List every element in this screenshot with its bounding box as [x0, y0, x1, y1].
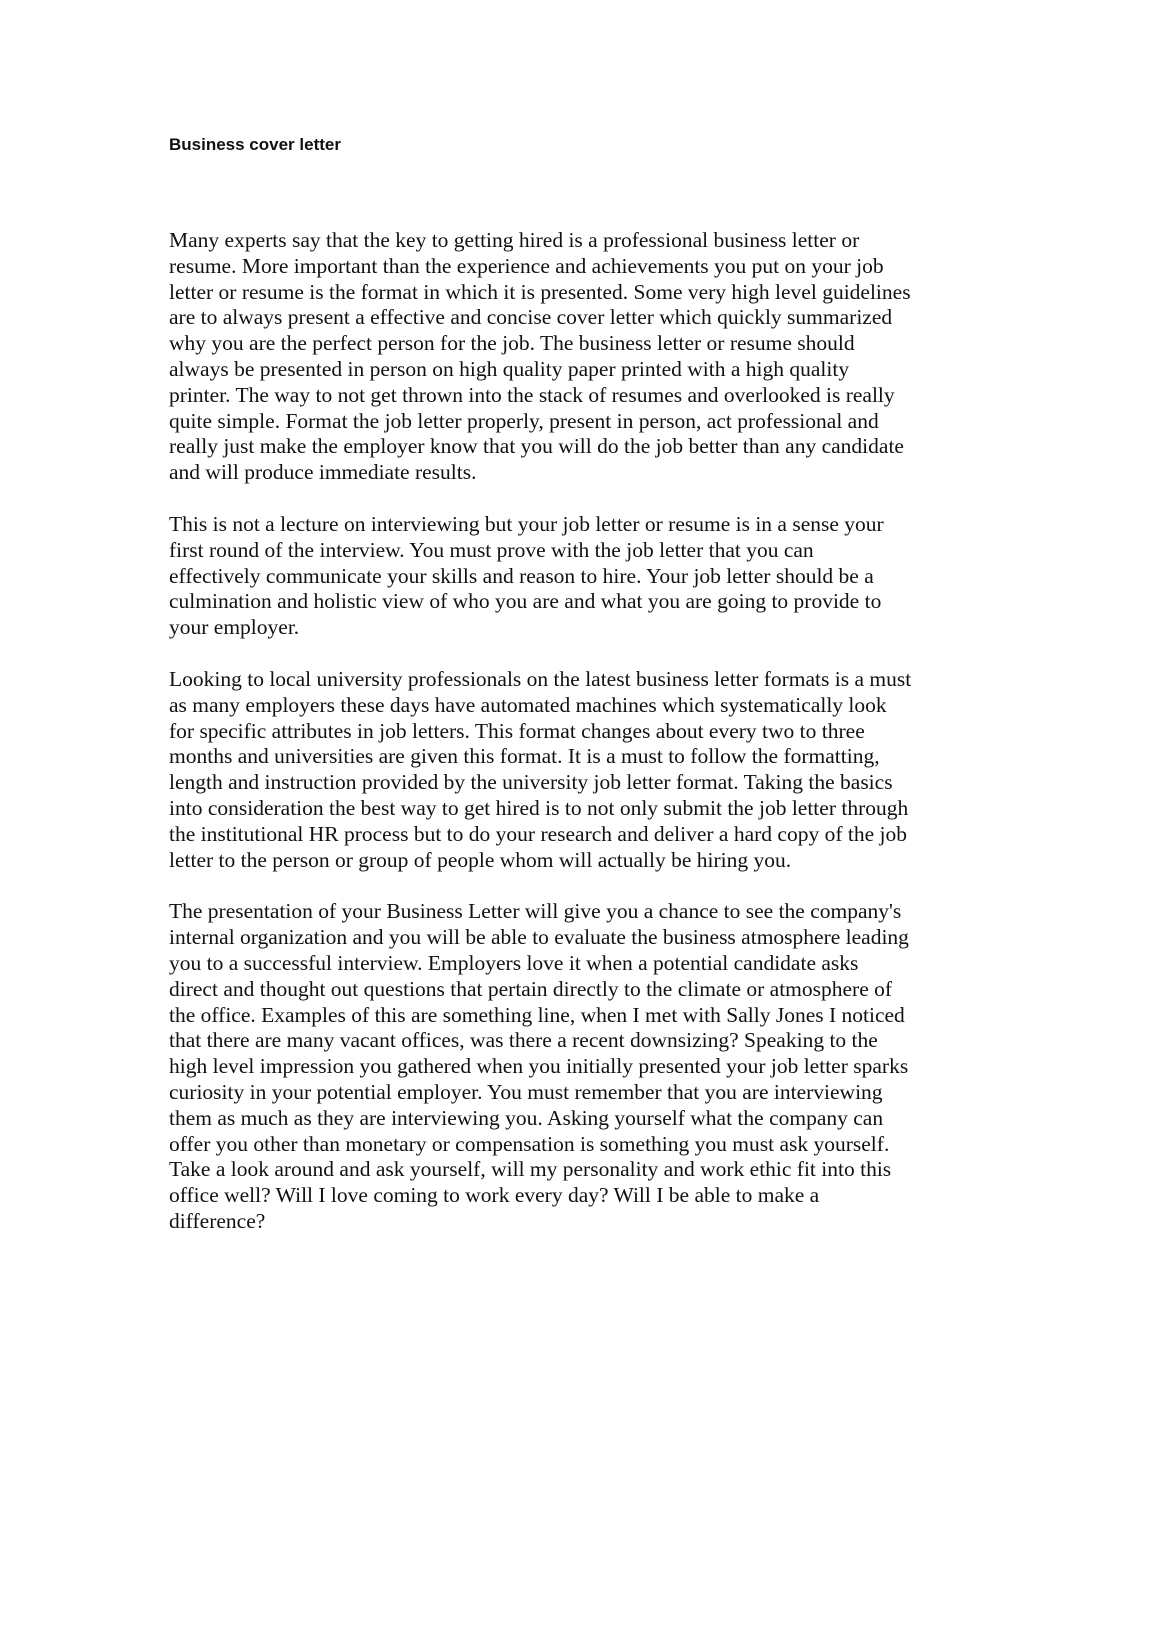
text-line: direct and thought out questions that pertain directly to the climate or atmosphere of [169, 976, 893, 1001]
text-line: them as much as they are interviewing you. Asking yourself what the company can [169, 1105, 884, 1130]
text-line: offer you other than monetary or compensation is something you must ask yourself. [169, 1131, 890, 1156]
document-title: Business cover letter [169, 135, 341, 154]
paragraph-4 [169, 899, 969, 1234]
text-line: printer. The way to not get thrown into the stack of resumes and overlooked is really [169, 382, 895, 407]
text-line: your employer. [169, 615, 300, 640]
text-line: This is not a lecture on interviewing but your job letter or resume is in a sense your [169, 511, 884, 536]
text-line: Many experts say that the key to getting hired is a professional business letter or [169, 228, 860, 252]
text-line: why you are the perfect person for the job. The business letter or resume should [169, 331, 855, 356]
text-line: the institutional HR process but to do your research and deliver a hard copy of the job [169, 821, 907, 846]
text-line: for specific attributes in job letters. This format changes about every two to three [169, 718, 865, 743]
text-line: high level impression you gathered when you initially presented your job letter sparks [169, 1054, 909, 1079]
text-line: Looking to local university professionals on the latest business letter formats is a must [169, 666, 912, 691]
text-line: always be presented in person on high quality paper printed with a high quality [169, 356, 850, 381]
text-line: letter or resume is the format in which it is presented. Some very high level guidelines [169, 279, 911, 304]
text-line: The presentation of your Business Letter will give you a chance to see the company's [169, 899, 902, 924]
text-line: that there are many vacant offices, was there a recent downsizing? Speaking to the [169, 1028, 878, 1053]
text-line: culmination and holistic view of who you are and what you are going to provide to [169, 589, 882, 614]
paragraph-1 [169, 228, 969, 486]
text-line: letter to the person or group of people whom will actually be hiring you. [169, 847, 792, 872]
text-line: are to always present a effective and concise cover letter which quickly summarized [169, 305, 893, 330]
text-line: as many employers these days have automated machines which systematically look [169, 692, 887, 717]
text-line: resume. More important than the experience and achievements you put on your job [169, 253, 884, 278]
text-line: really just make the employer know that you will do the job better than any candidate [169, 434, 904, 459]
text-line: months and universities are given this format. It is a must to follow the formatting, [169, 744, 880, 769]
text-line: difference? [169, 1208, 266, 1233]
text-line: curiosity in your potential employer. You must remember that you are interviewing [169, 1079, 883, 1104]
text-line: the office. Examples of this are something line, when I met with Sally Jones I noticed [169, 1002, 905, 1027]
document-body [169, 228, 969, 1261]
text-line: you to a successful interview. Employers love it when a potential candidate asks [169, 950, 859, 975]
text-line: into consideration the best way to get hired is to not only submit the job letter through [169, 795, 909, 820]
text-line: internal organization and you will be able to evaluate the business atmosphere leading [169, 925, 909, 950]
text-line: office well? Will I love coming to work every day? Will I be able to make a [169, 1183, 820, 1208]
text-line: and will produce immediate results. [169, 460, 477, 485]
paragraph-3 [169, 667, 969, 873]
text-line: quite simple. Format the job letter properly, present in person, act professional and [169, 408, 879, 433]
text-line: effectively communicate your skills and reason to hire. Your job letter should be a [169, 563, 874, 588]
paragraph-2 [169, 512, 969, 641]
text-line: length and instruction provided by the university job letter format. Taking the basics [169, 770, 893, 795]
text-line: first round of the interview. You must prove with the job letter that you can [169, 537, 814, 562]
text-line: Take a look around and ask yourself, will my personality and work ethic fit into this [169, 1157, 892, 1182]
